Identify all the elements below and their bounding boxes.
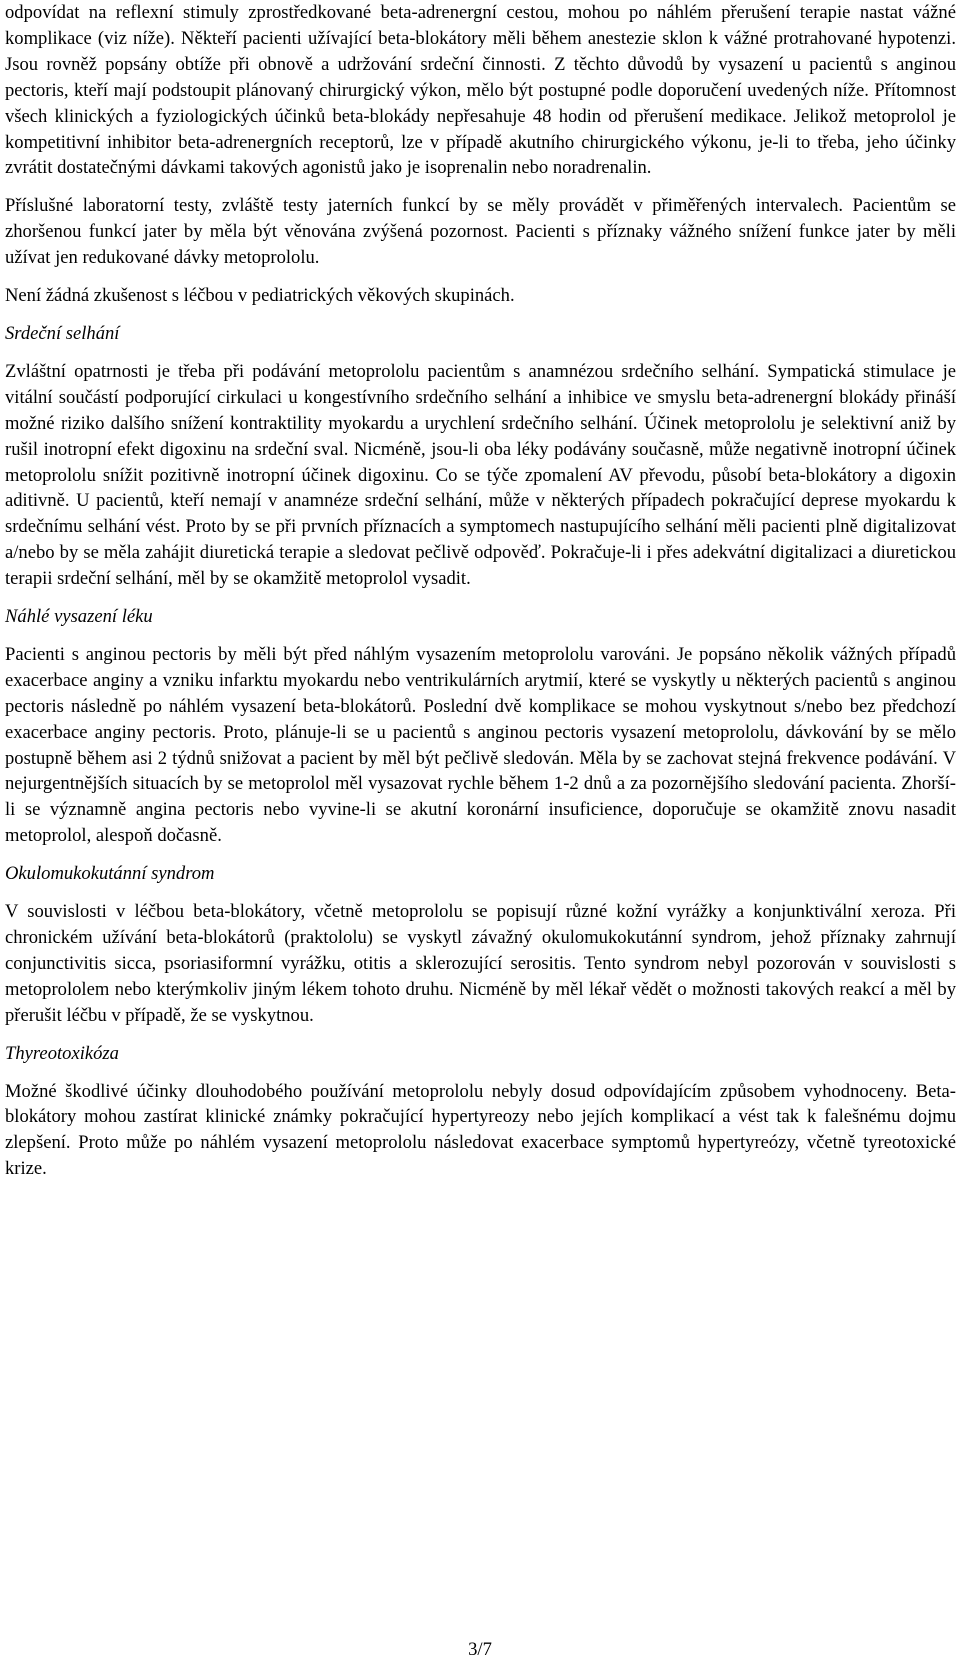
- paragraph-oculomucocutaneous: V souvislosti v léčbou beta-blokátory, včetně metoprololu se popisují různé kožní vyrážky a konjunktivální xeroza. Při chronickém užívání beta-blokátorů (praktololu) se vyskytl závažný okulomukokutánní syndrom, jehož příznaky zahrnují conjunctivitis sicca, psoriasiformní vyrážku, otitis a sklerozující serositis. Tento syndrom nebyl pozorován v souvislosti s metoprololem nebo kterýmkoliv jiným lékem tohoto druhu. Nicméně by měl lékař vědět o možnosti takových reakcí a měl by přerušit léčbu v případě, že se vyskytnou.: [5, 901, 956, 1026]
- paragraph-liver-tests: Příslušné laboratorní testy, zvláště testy jaterních funkcí by se měly provádět v přiměřených intervalech. Pacientům se zhoršenou funkcí jater by měla být věnována zvýšená pozornost. Pacienti s příznaky vážného snížení funkce jater by měli užívat jen redukované dávky metoprololu.: [5, 195, 956, 269]
- paragraph-heart-failure: Zvláštní opatrnosti je třeba při podávání metoprololu pacientům s anamnézou srdečního selhání. Sympatická stimulace je vitální součástí podporující cirkulaci u kongestívního srdečního selhání a inhibice ve smyslu beta-adrenergní blokády přináší možné riziko dalšího snížení kontraktility myokardu a urychlení srdečního selhání. Účinek metoprololu je selektivní aniž by rušil inotropní efekt digoxinu na srdeční sval. Nicméně, jsou-li oba léky podávány současně, může negativně inotropní účinek metoprololu snížit pozitivně inotropní účinek digoxinu. Co se týče zpomalení AV převodu, působí beta-blokátory a digoxin aditivně. U pacientů, kteří nemají v anamnéze srdeční selhání, může v některých případech pokračující deprese myokardu k srdečnímu selhání vést. Proto by se při prvních příznacích a symptomech nastupujícího selhání měli pacienti plně digitalizovat a/nebo by se měla zahájit diuretická terapie a sledovat pečlivě odpověď. Pokračuje-li i přes adekvátní digitalizaci a diuretickou terapii srdeční selhání, měl by se okamžitě metoprolol vysadit.: [5, 360, 956, 590]
- paragraph-pediatric: Není žádná zkušenost s léčbou v pediatrických věkových skupinách.: [5, 285, 515, 307]
- heading-sudden-withdrawal: Náhlé vysazení léku: [5, 606, 153, 628]
- paragraph-anesthesia: odpovídat na reflexní stimuly zprostředkované beta-adrenergní cestou, mohou po náhlém přerušení terapie nastat vážné komplikace (viz níže). Někteří pacienti užívající beta-blokátory měli během anestezie sklon k vážné protrahované hypotenzi. Jsou rovněž popsány obtíže při obnově a udržování srdeční činnosti. Z těchto důvodů by vysazení u pacientů s anginou pectoris, kteří mají podstoupit plánovaný chirurgický výkon, mělo být postupné podle doporučení uvedených níže. Přítomnost všech klinických a fyziologických účinků beta-blokády nepřesahuje 48 hodin od přerušení medikace. Jelikož metoprolol je kompetitivní inhibitor beta-adrenergních receptorů, lze v případě akutního chirurgického výkonu, je-li to třeba, jeho účinky zvrátit dostatečnými dávkami takových agonistů jako je isoprenalin nebo noradrenalin.: [5, 2, 956, 179]
- paragraph-sudden-withdrawal: Pacienti s anginou pectoris by měli být před náhlým vysazením metoprololu varováni. Je popsáno několik vážných případů exacerbace anginy a vzniku infarktu myokardu nebo ventrikulárních arytmií, které se vyskytly u některých pacientů s anginou pectoris následně po náhlém vysazení beta-blokátorů. Poslední dvě komplikace se mohou vyskytnout s/nebo bez předchozí exacerbace anginy pectoris. Proto, plánuje-li se u pacientů s anginou pectoris vysazení metoprololu, dávkování by se mělo postupně během asi 2 týdnů snižovat a pacient by měl být pečlivě sledován. Měla by se zachovat stejná frekvence podávání. V nejurgentnějších situacích by se metoprolol měl vysazovat rychle během 1-2 dnů a za pozornějšího sledování pacienta. Zhorší-li se významně angina pectoris nebo vyvine-li se akutní koronární insuficience, doporučuje se okamžitě znovu nasadit metoprolol, alespoň dočasně.: [5, 643, 956, 847]
- page-number: 3/7: [468, 1639, 492, 1660]
- heading-oculomucocutaneous: Okulomukokutánní syndrom: [5, 863, 215, 885]
- heading-heart-failure: Srdeční selhání: [5, 322, 120, 344]
- document-page: [5, 0, 956, 1182]
- paragraph-thyrotoxicosis: Možné škodlivé účinky dlouhodobého používání metoprololu nebyly dosud odpovídajícím způsobem vyhodnoceny. Beta-blokátory mohou zastírat klinické známky pokračující hypertyreozy nebo jejích komplikací a vést tak k falešnému dojmu zlepšení. Proto může po náhlém vysazení metoprololu následovat exacerbace symptomů hypertyreózy, včetně tyreotoxické krize.: [5, 1080, 956, 1180]
- heading-thyrotoxicosis: Thyreotoxikóza: [5, 1042, 119, 1064]
